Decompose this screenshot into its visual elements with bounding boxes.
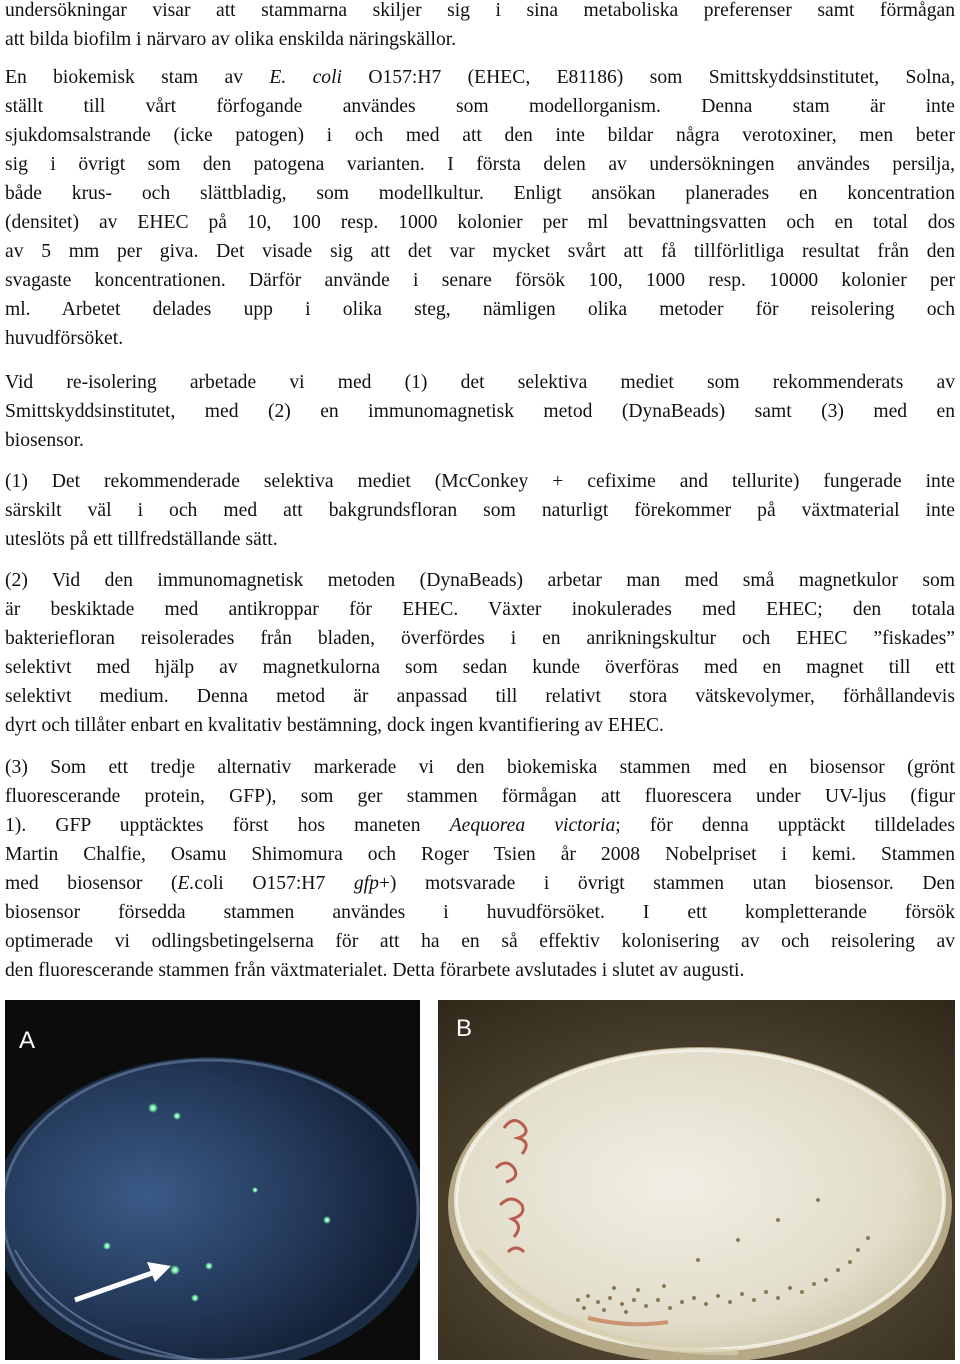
text-line: 1). GFP upptäcktes först hos maneten Aequorea victoria; för denna upptäckt tilldelades (5, 815, 956, 836)
text-line: både krus- och slättbladig, som modellkultur. Enligt ansökan planerades en koncentration (5, 183, 955, 204)
text-line: huvudförsöket. (5, 328, 124, 349)
text-line: Smittskyddsinstitutet, med (2) en immunomagnetisk metod (DynaBeads) samt (3) med en (5, 401, 955, 422)
paragraph-3 (5, 467, 955, 554)
text-line: med biosensor (E.coli O157:H7 gfp+) motsvarade i övrigt stammen utan biosensor. Den (5, 873, 956, 894)
petri-dish-daylight-image (438, 1000, 955, 1360)
petri-dish-uv-image (5, 1000, 420, 1360)
text-line: av 5 mm per giva. Det visade sig att det var mycket svårt att få tillförlitliga resultat från den (5, 241, 955, 262)
paragraph-1 (5, 63, 955, 353)
text-line: fluorescerande protein, GFP), som ger stammen förmågan att fluorescera under UV-ljus (figur (5, 786, 955, 807)
text-line: dyrt och tillåter enbart en kvalitativ bestämning, dock ingen kvantifiering av EHEC. (5, 715, 664, 736)
paragraph-2 (5, 368, 955, 455)
figure-panel-a (5, 1000, 420, 1360)
text-line: Martin Chalfie, Osamu Shimomura och Roger Tsien år 2008 Nobelpriset i kemi. Stammen (5, 844, 955, 865)
paragraph-4 (5, 566, 955, 740)
paragraph-5 (5, 753, 955, 985)
text-line: den fluorescerande stammen från växtmaterialet. Detta förarbete avslutades i slutet av augusti. (5, 960, 745, 981)
text-line: sig i övrigt som den patogena varianten. I första delen av undersökningen användes persilja, (5, 154, 955, 175)
panel-b-label: B (456, 1015, 473, 1042)
text-line: selektivt medium. Denna metod är anpassad till relativt stora vätskevolymer, förhållandevis (5, 686, 955, 707)
text-line: optimerade vi odlingsbetingelserna för att ha en så effektiv kolonisering av och reisolering av (5, 931, 955, 952)
text-line: (densitet) av EHEC på 10, 100 resp. 1000 kolonier per ml bevattningsvatten och en total dos (5, 212, 955, 233)
text-line: biosensor försedda stammen användes i huvudförsöket. I ett kompletterande försök (5, 902, 955, 923)
panel-a-label: A (19, 1027, 36, 1054)
text-line: Vid re-isolering arbetade vi med (1) det selektiva mediet som rekommenderats av (5, 372, 955, 393)
text-line: är beskiktade med antikroppar för EHEC. Växter inokulerades med EHEC; den totala (5, 599, 955, 620)
text-line: att bilda biofilm i närvaro av olika enskilda näringskällor. (5, 29, 457, 50)
text-line: ml. Arbetet delades upp i olika steg, nämligen olika metoder för reisolering och (5, 299, 955, 320)
text-line: undersökningar visar att stammarna skiljer sig i sina metaboliska preferenser samt förmågan (5, 0, 955, 21)
text-line: (2) Vid den immunomagnetisk metoden (DynaBeads) arbetar man med små magnetkulor som (5, 570, 955, 591)
text-line: särskilt väl i och med att bakgrundsfloran som naturligt förekommer på växtmaterial inte (5, 500, 955, 521)
text-line: svagaste koncentrationen. Därför använde i senare försök 100, 1000 resp. 10000 kolonier per (5, 270, 955, 291)
text-line: bakteriefloran reisolerades från bladen, överfördes i en anrikningskultur och EHEC ”fiskades” (5, 628, 955, 649)
text-line: selektivt med hjälp av magnetkulorna som sedan kunde överföras med en magnet till ett (5, 657, 955, 678)
text-line: (1) Det rekommenderade selektiva mediet (McConkey + cefixime and tellurite) fungerade inte (5, 471, 955, 492)
text-line: En biokemisk stam av E. coli O157:H7 (EHEC, E81186) som Smittskyddsinstitutet, Solna, (5, 67, 955, 88)
paragraph-0 (5, 0, 955, 54)
text-line: (3) Som ett tredje alternativ markerade vi den biokemiska stammen med en biosensor (grönt (5, 757, 955, 778)
figure-panel-b (438, 1000, 955, 1360)
text-line: sjukdomsalstrande (icke patogen) i och med att den inte bildar några verotoxiner, men beter (5, 125, 955, 146)
text-line: biosensor. (5, 430, 84, 451)
text-line: ställt till vårt förfogande användes som modellorganism. Denna stam är inte (5, 96, 955, 117)
text-line: uteslöts på ett tillfredställande sätt. (5, 529, 278, 550)
